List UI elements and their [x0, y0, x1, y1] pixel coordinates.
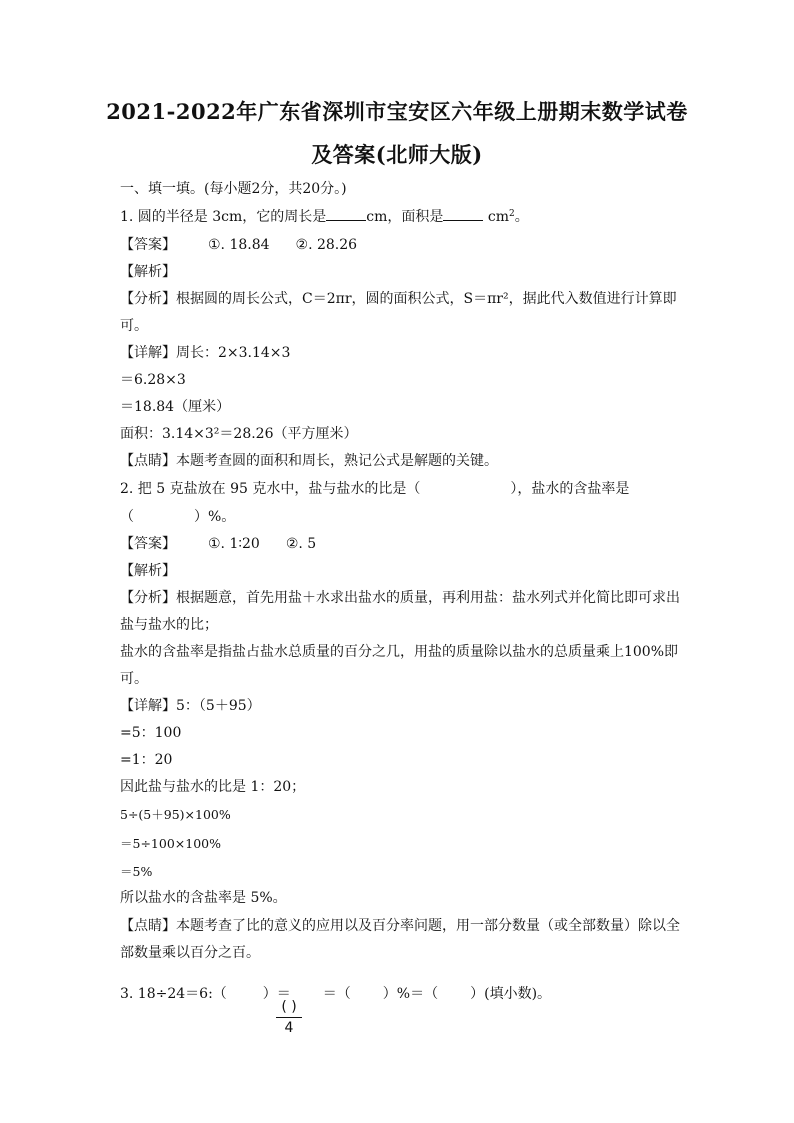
- q1-blank-area: [443, 207, 483, 221]
- q2-answer-label: 【答案】: [120, 536, 176, 552]
- q1-xiangjie-4: 面积：3.14×3²＝28.26（平方厘米）: [120, 426, 358, 442]
- q2-fenxi-4: 可。: [120, 671, 148, 687]
- q1-answer-label: 【答案】: [120, 237, 176, 253]
- q2-xiangjie-2: =5：100: [120, 725, 182, 741]
- q2-answer-2: ②. 5: [285, 536, 317, 552]
- q2-stem-part-2b: ）%。: [194, 509, 236, 525]
- q2-answer: [120, 534, 680, 554]
- q3-fraction-denominator: 4: [284, 1020, 294, 1036]
- q1-xiangjie-3: ＝18.84（厘米）: [120, 399, 231, 415]
- q2-xiangjie-3: =1：20: [120, 752, 173, 768]
- q3-stem-part-d: ）%＝（: [382, 986, 439, 1002]
- q2-dianjing-2: 部数量乘以百分之百。: [120, 945, 260, 961]
- q2-stem-part-1b: ），盐水的含盐率是: [510, 481, 630, 497]
- q1-fenxi-2: 可。: [120, 318, 148, 334]
- q1-answer-2: ②. 28.26: [295, 237, 358, 253]
- question-2-stem-line1: [120, 479, 680, 499]
- q3-fraction-numerator: ( ): [281, 999, 297, 1015]
- q2-xiangjie-4: 因此盐与盐水的比是 1：20；: [120, 779, 306, 795]
- q2-answer-1: ①. 1∶20: [208, 536, 260, 552]
- q3-fraction: [276, 998, 302, 1037]
- q1-dianjing: 【点睛】本题考查圆的面积和周长，熟记公式是解题的关键。: [120, 453, 498, 469]
- q2-fenxi-1: 【分析】根据题意，首先用盐＋水求出盐水的质量，再利用盐：盐水列式并化简比即可求出: [120, 590, 680, 606]
- q1-jiexi: 【解析】: [120, 264, 176, 280]
- q1-xiangjie-1: 【详解】周长：2×3.14×3: [120, 345, 291, 361]
- q2-dianjing-1: 【点睛】本题考查了比的意义的应用以及百分率问题，用一部分数量（或全部数量）除以全: [120, 918, 680, 934]
- question-3-stem: [120, 984, 680, 1004]
- q1-fenxi-1: 【分析】根据圆的周长公式，C＝2πr，圆的面积公式，S＝πr²，据此代入数值进行计算即: [120, 291, 677, 307]
- q2-calc-1: 5÷(5＋95)×100%: [120, 807, 231, 822]
- document-title-line1: 2021-2022年广东省深圳市宝安区六年级上册期末数学试卷: [106, 99, 688, 124]
- document-title-line2: 及答案(北师大版): [311, 142, 483, 167]
- q2-fenxi-2: 盐与盐水的比；: [120, 617, 218, 633]
- q1-stem-part-c: cm: [483, 209, 509, 225]
- q1-xiangjie-2: ＝6.28×3: [120, 372, 186, 388]
- question-1-stem: [120, 207, 680, 227]
- q3-fraction-bar: [276, 1017, 302, 1018]
- q3-stem-part-c: ＝（: [322, 986, 351, 1002]
- q1-stem-part-b: cm，面积是: [366, 209, 444, 225]
- q2-stem-part-1a: 2. 把 5 克盐放在 95 克水中，盐与盐水的比是（: [120, 481, 421, 497]
- q3-stem-part-b: ）＝: [262, 986, 291, 1002]
- q2-fenxi-3: 盐水的含盐率是指盐占盐水总质量的百分之几，用盐的质量除以盐水的总质量乘上100%即: [120, 644, 679, 660]
- q2-jiexi: 【解析】: [120, 563, 176, 579]
- q3-stem-part-a: 3. 18÷24＝6:（: [120, 986, 227, 1002]
- q1-stem-superscript: 2: [508, 209, 515, 219]
- q2-xiangjie-1: 【详解】5：（5＋95）: [120, 698, 261, 714]
- q2-calc-3: ＝5%: [120, 864, 153, 879]
- q1-answer-1: ①. 18.84: [208, 237, 270, 253]
- question-2-stem-line2: [120, 507, 680, 527]
- q1-stem-part-a: 1. 圆的半径是 3cm，它的周长是: [120, 209, 327, 225]
- q3-stem-part-e: ）(填小数)。: [470, 986, 552, 1002]
- q1-answer: [120, 235, 680, 255]
- q2-stem-part-2a: （: [120, 509, 134, 525]
- section-heading: 一、填一填。(每小题2分，共20分。): [120, 181, 347, 197]
- q2-conclusion: 所以盐水的含盐率是 5%。: [120, 890, 287, 906]
- q1-stem-part-d: 。: [514, 209, 529, 225]
- q2-calc-2: ＝5÷100×100%: [120, 836, 221, 851]
- q1-blank-circumference: [326, 207, 366, 221]
